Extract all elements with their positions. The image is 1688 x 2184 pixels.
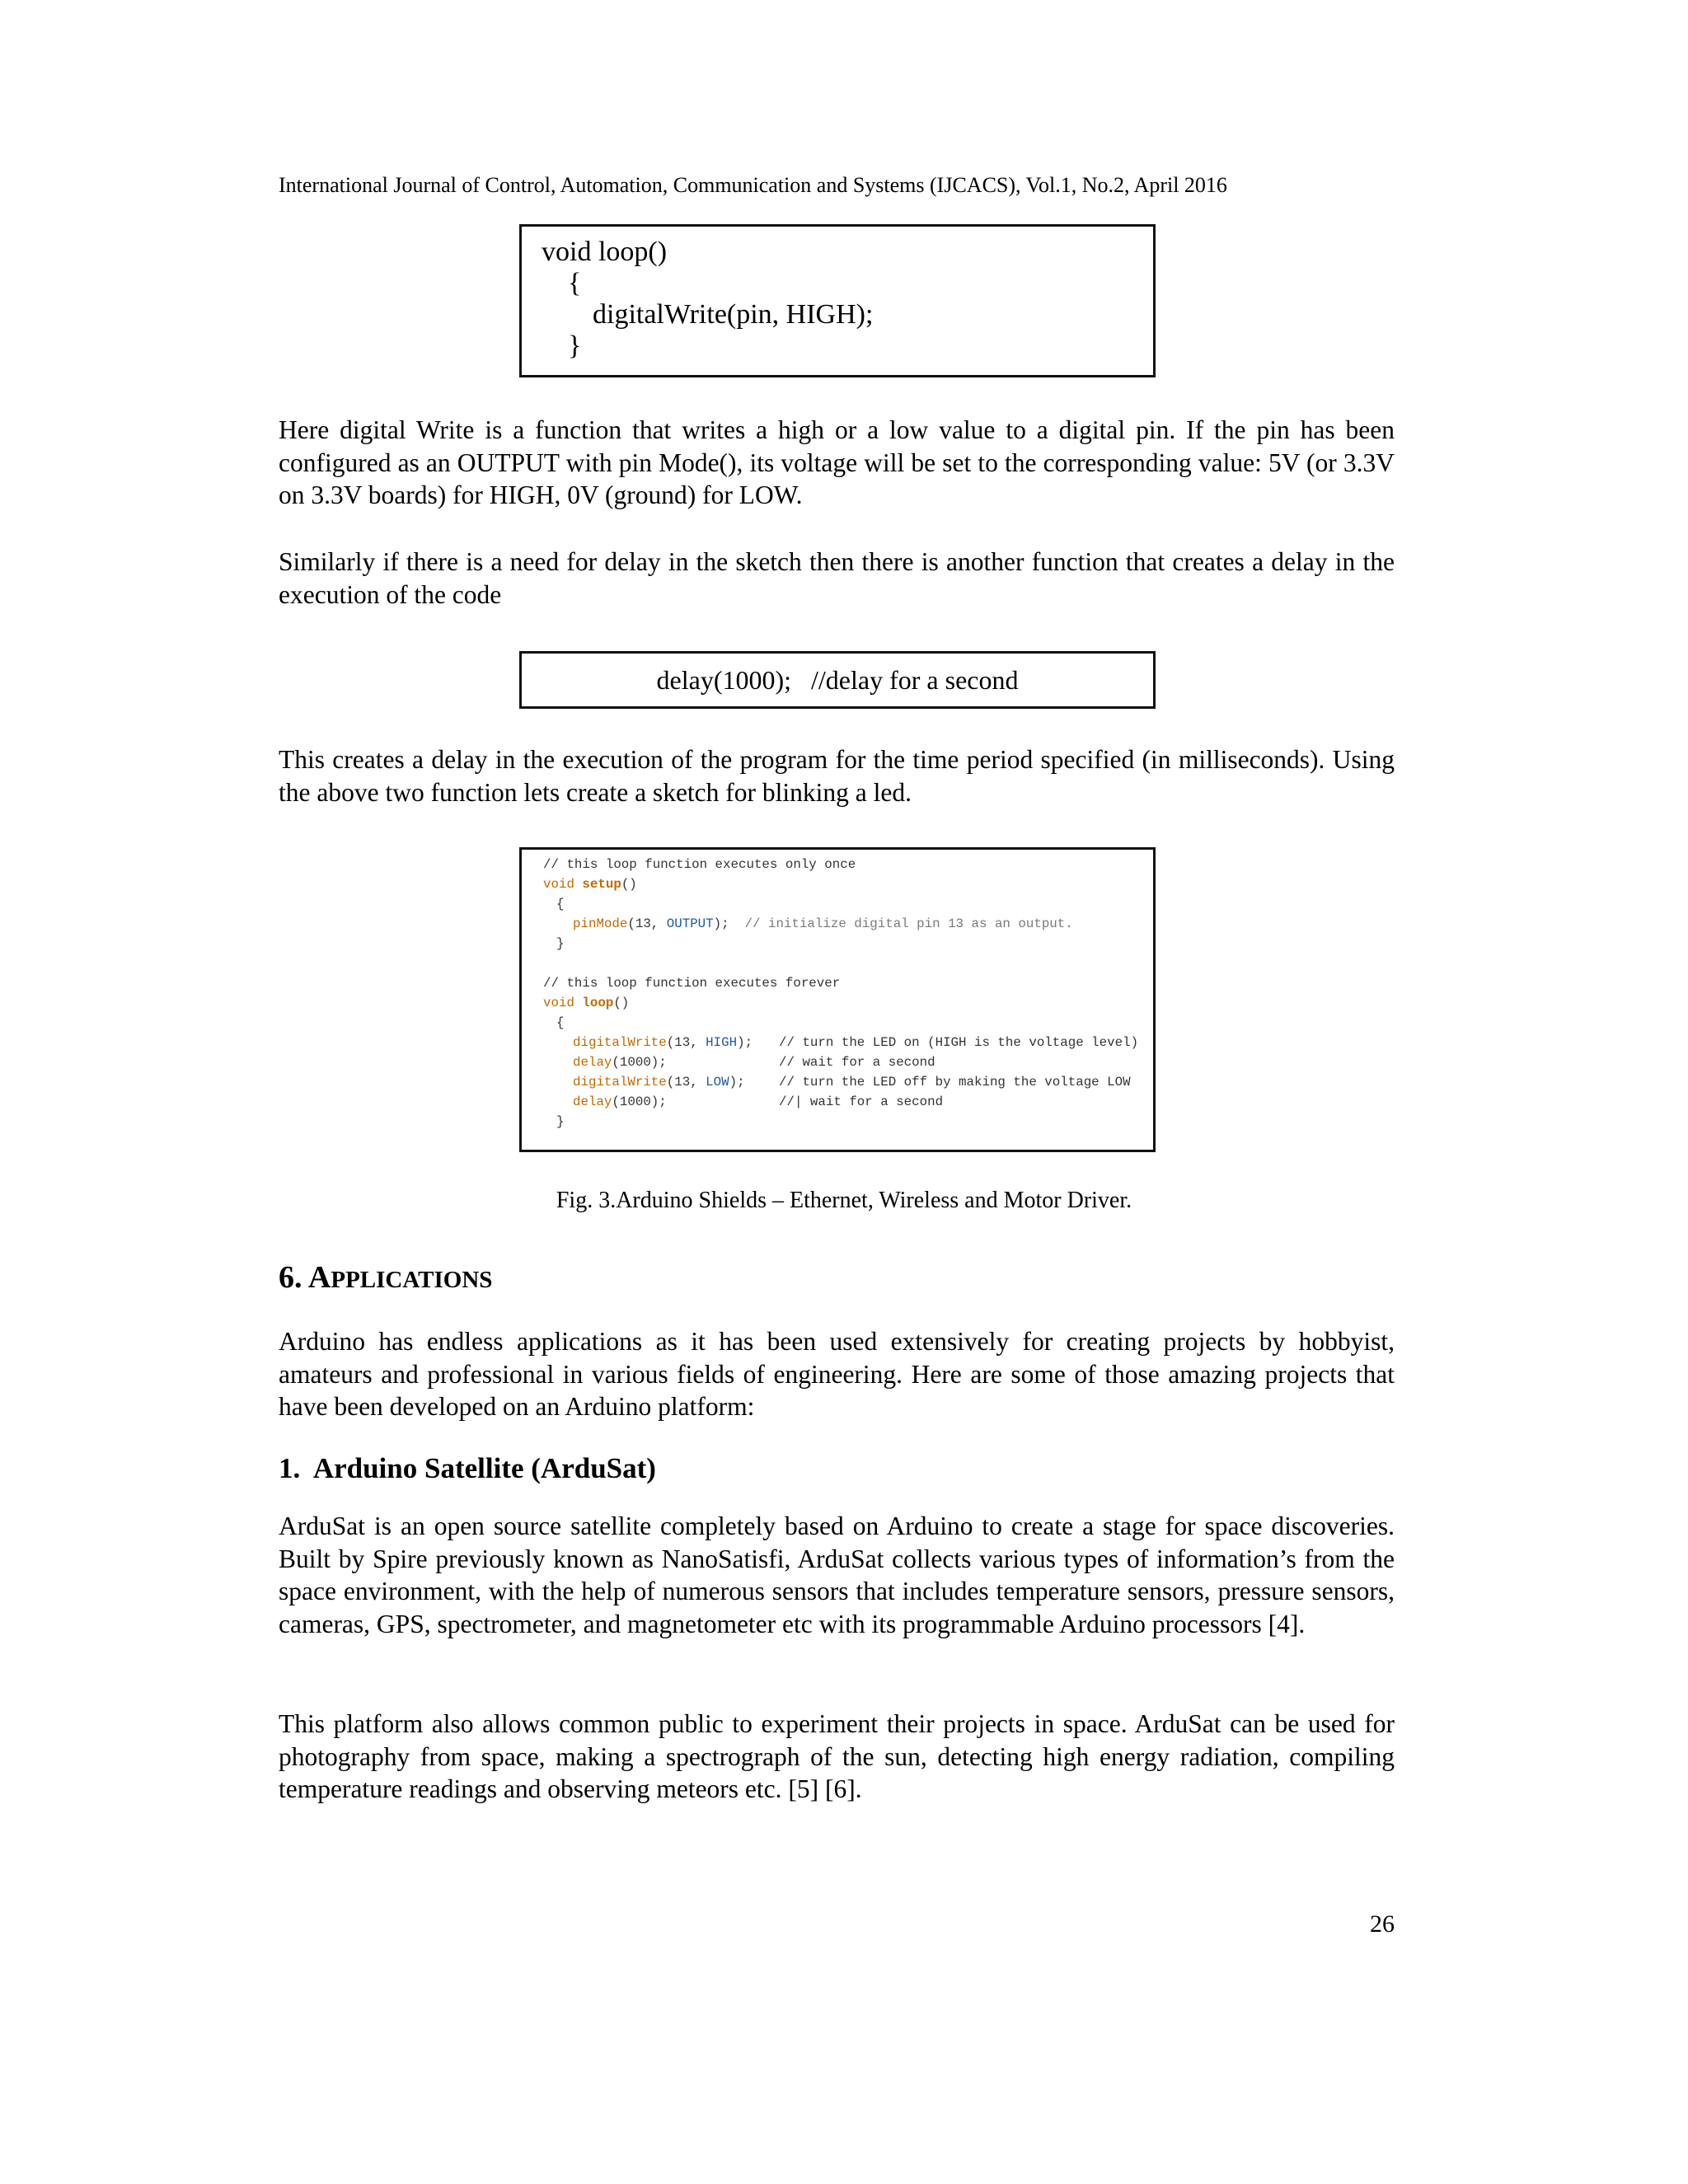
code-function: digitalWrite (573, 1035, 667, 1050)
paragraph: ArduSat is an open source satellite completely based on Arduino to create a stage for space discoveries. Built by Spire previously known as NanoSatisfi, ArduSat collects various types of information’s from the space environment, with the help of numerous sensors that includes temperature sensors, pressure sensors, cameras, GPS, spectrometer, and magnetometer etc with its programmable Arduino processors [4]. (279, 1511, 1395, 1638)
code-line (573, 1075, 745, 1090)
code-function: delay (573, 1055, 612, 1070)
code-line: { (568, 268, 582, 298)
section-number: 6. A (279, 1260, 331, 1295)
code-text: ); (729, 1075, 745, 1090)
code-comment: // initialize digital pin 13 as an output. (744, 916, 1073, 931)
paragraph: This platform also allows common public to experiment their projects in space. ArduSat can be used for photography from space, making a spectrograph of the sun, detecting high energy radiation, compiling temperature readings and observing meteors etc. [5] [6]. (279, 1709, 1395, 1803)
code-line: delay(1000); //delay for a second (656, 665, 1019, 695)
code-text: (13, (666, 1035, 706, 1050)
code-text: () (613, 996, 630, 1010)
code-line (573, 1055, 667, 1070)
code-text: ); (713, 916, 729, 931)
code-line: digitalWrite(pin, HIGH); (593, 299, 874, 330)
paragraph: Arduino has endless applications as it has been used extensively for creating projects by hobbyist, amateurs and professional in various fields of engineering. Here are some of those amazing projects that have been developed on an Arduino platform: (279, 1327, 1395, 1421)
code-text: () (621, 877, 637, 892)
code-line (543, 877, 637, 892)
code-function: delay (573, 1094, 612, 1109)
code-comment: // this loop function executes forever (543, 976, 841, 991)
code-text: (1000); (612, 1094, 667, 1109)
code-comment: // this loop function executes only once (543, 857, 856, 872)
section-heading (279, 1259, 492, 1296)
code-comment: // turn the LED off by making the voltage LOW (779, 1075, 1131, 1090)
code-function: pinMode (573, 916, 628, 931)
code-box-delay (519, 651, 1156, 709)
code-line: } (568, 330, 582, 361)
code-keyword: void (543, 877, 574, 892)
code-brace: } (556, 936, 565, 951)
code-function: setup (582, 877, 621, 892)
code-constant: HIGH (706, 1035, 738, 1050)
code-keyword: void (543, 996, 574, 1010)
subsection-heading: 1. Arduino Satellite (ArduSat) (279, 1452, 656, 1484)
code-text: (13, (666, 1075, 706, 1090)
code-line: void loop() (542, 237, 668, 267)
code-box-loop (519, 224, 1156, 377)
code-brace: { (556, 897, 565, 912)
code-line (543, 996, 629, 1010)
page-number: 26 (1370, 1910, 1395, 1938)
section-title: PPLICATIONS (331, 1267, 493, 1293)
code-box-blink-sketch (519, 847, 1156, 1152)
paragraph: Similarly if there is a need for delay in the sketch then there is another function that creates a delay in the execution of the code (279, 547, 1395, 609)
paragraph: Here digital Write is a function that writes a high or a low value to a digital pin. If the pin has been configured as an OUTPUT with pin Mode(), its voltage will be set to the corresponding value: 5V (or 3.3V on 3.3V boards) for HIGH, 0V (ground) for LOW. (279, 415, 1395, 509)
code-line (573, 916, 1073, 931)
code-text: (1000); (612, 1055, 667, 1070)
paragraph: This creates a delay in the execution of the program for the time period specified (in milliseconds). Using the above two function lets create a sketch for blinking a led. (279, 745, 1395, 807)
code-brace: } (556, 1114, 565, 1129)
code-line (573, 1035, 753, 1050)
code-line (573, 1094, 667, 1109)
code-constant: LOW (706, 1075, 729, 1090)
code-function: digitalWrite (573, 1075, 667, 1090)
code-text: ); (737, 1035, 753, 1050)
code-text: (13, (627, 916, 667, 931)
code-comment: // wait for a second (779, 1055, 935, 1070)
code-comment: //| wait for a second (779, 1094, 944, 1109)
code-brace: { (556, 1015, 565, 1030)
figure-caption: Fig. 3.Arduino Shields – Ethernet, Wireless and Motor Driver. (556, 1188, 1132, 1213)
code-constant: OUTPUT (666, 916, 714, 931)
running-header: International Journal of Control, Automation, Communication and Systems (IJCACS), Vol.1, No.2, April 2016 (279, 173, 1227, 197)
code-comment: // turn the LED on (HIGH is the voltage level) (779, 1035, 1139, 1050)
code-function: loop (582, 996, 614, 1010)
